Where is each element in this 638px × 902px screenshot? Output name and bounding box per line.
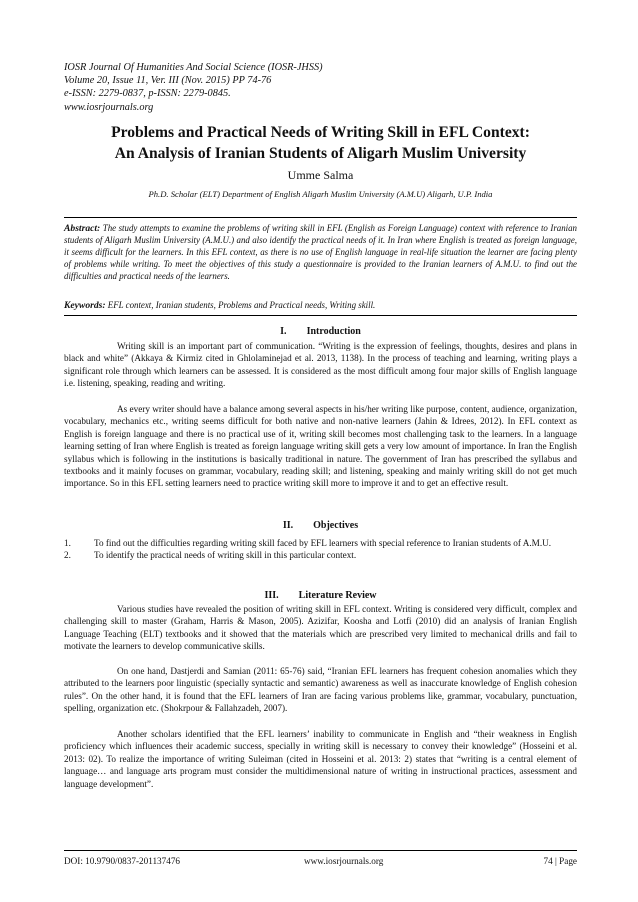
- review-paragraph-3: Another scholars identified that the EFL learners’ inability to communicate in English and “their weakness in English proficiency which influences their academic success, specially in writing skill is necessary to convey their knowledge” (Hosseini et al. 2013: 02). To realize the importance of writing Suleiman (cited in Hosseini et al. 2013: 2) states that “writing is a central element of language… and language arts program must consider the multidimensional nature of writing in instructional practices, assessment and language development”.: [64, 729, 577, 789]
- footer-website: www.iosrjournals.org: [304, 856, 384, 866]
- list-item: 2. To identify the practical needs of writing skill in this particular context.: [64, 550, 357, 561]
- section-heading-literature-review: [64, 590, 577, 601]
- section-number: I.: [280, 326, 287, 337]
- intro-paragraph-2: As every writer should have a balance among several aspects in his/her writing like purpose, content, audience, organization, vocabulary, mechanics etc., writing seems difficult for both native and non-native learners (Jahin & Idrees, 2012). In EFL context as English is foreign language and there is no practical use of it, writing skill becomes most challenging task to the learners. In a language learning setting of Iran where English is treated as foreign language writing skill gets a very low amount of importance. In Iran the English syllabus which is following in the institutions is basically traditional in nature. The government of Iran has prescribed the syllabus and textbooks and it mainly focuses on grammar, vocabulary, reading skill; and listening, speaking and mainly writing skill do not get much importance. So in this EFL setting learners need to practice writing skill more to improve it and to get an effective result.: [64, 404, 577, 489]
- abstract-text: The study attempts to examine the problems of writing skill in EFL (English as Foreign Language) context with reference to Iranian students of Aligarh Muslim University (A.M.U.) and also identify the practical needs of it. In Iran where English is treated as foreign language, it seems difficult for the learners. In this EFL context, as there is no use of English language in real-life situation the learner are facing plenty of problems while writing. To meet the objectives of this study a questionnaire is provided to the Iranian learners of A.M.U. to find out the difficulties and practical needs of the learners.: [64, 223, 577, 281]
- section-title: Objectives: [313, 520, 359, 531]
- section-title: Introduction: [306, 326, 361, 337]
- author-name: Umme Salma: [287, 168, 354, 182]
- list-item: 1. To find out the difficulties regarding writing skill faced by EFL learners with special reference to Iranian students of A.M.U.: [64, 538, 552, 548]
- journal-website: www.iosrjournals.org: [64, 101, 154, 113]
- footer-divider: [64, 850, 577, 851]
- review-paragraph-2: On one hand, Dastjerdi and Samian (2011: 65-76) said, “Iranian EFL learners has frequent cohesion anomalies which they attributed to the learners poor linguistic (specially syntactic and semantic) awareness as well as inaccurate knowledge of English cohesion rules”. On the other hand, it is found that the EFL learners of Iran are facing various problems like, grammar, vocabulary, punctuation, spelling, organization etc. (Shokrpour & Fallahzadeh, 2007).: [64, 666, 577, 714]
- objectives-list: [64, 537, 577, 562]
- journal-name: IOSR Journal Of Humanities And Social Science (IOSR-JHSS): [64, 62, 323, 73]
- title-line-1: Problems and Practical Needs of Writing Skill in EFL Context:: [111, 124, 530, 141]
- divider-top: [64, 217, 577, 218]
- section-heading-introduction: [64, 326, 577, 337]
- review-paragraph-1: Various studies have revealed the position of writing skill in EFL context. Writing is considered very difficult, complex and challenging skill to master (Graham, Harris & Mason, 2005). Azizifar, Koosha and Lotfi (2010) did an analysis of Iranian English Language Teaching (ELT) textbooks and it showed that the materials which are prescribed very limited to mechanical drills and fail to motivate the learners to develop communicative skills.: [64, 604, 577, 652]
- intro-paragraph-1: Writing skill is an important part of communication. “Writing is the expression of feelings, thoughts, desires and plans in black and white” (Akkaya & Kirmiz cited in Ghlolaminejad et al. 2013, 1138). In the process of teaching and learning, writing plays a significant role through which learners can be assessed. It is considered as the most difficult among four major skills of English language i.e. listening, speaking, reading and writing.: [64, 341, 577, 389]
- author-affiliation: Ph.D. Scholar (ELT) Department of English Aligarh Muslim University (A.M.U) Aligarh, U.P. India: [148, 189, 493, 199]
- keywords: [64, 300, 577, 311]
- title-line-2: An Analysis of Iranian Students of Aligarh Muslim University: [114, 145, 527, 162]
- abstract: [64, 223, 577, 283]
- footer-doi: DOI: 10.9790/0837-201137476: [64, 856, 181, 866]
- paper-title: [64, 122, 577, 164]
- journal-header: [64, 61, 323, 114]
- divider-bottom: [64, 315, 577, 316]
- footer-page-number: 74 | Page: [543, 856, 577, 866]
- journal-volume: Volume 20, Issue 11, Ver. III (Nov. 2015) PP 74-76: [64, 75, 272, 87]
- keywords-label: Keywords:: [64, 300, 106, 311]
- section-number: III.: [264, 590, 279, 601]
- section-heading-objectives: [64, 520, 577, 531]
- section-number: II.: [282, 520, 294, 531]
- journal-issn: e-ISSN: 2279-0837, p-ISSN: 2279-0845.: [64, 88, 231, 100]
- section-title: Literature Review: [298, 590, 377, 601]
- abstract-label: Abstract:: [64, 223, 101, 234]
- keywords-text: EFL context, Iranian students, Problems and Practical needs, Writing skill.: [107, 300, 376, 310]
